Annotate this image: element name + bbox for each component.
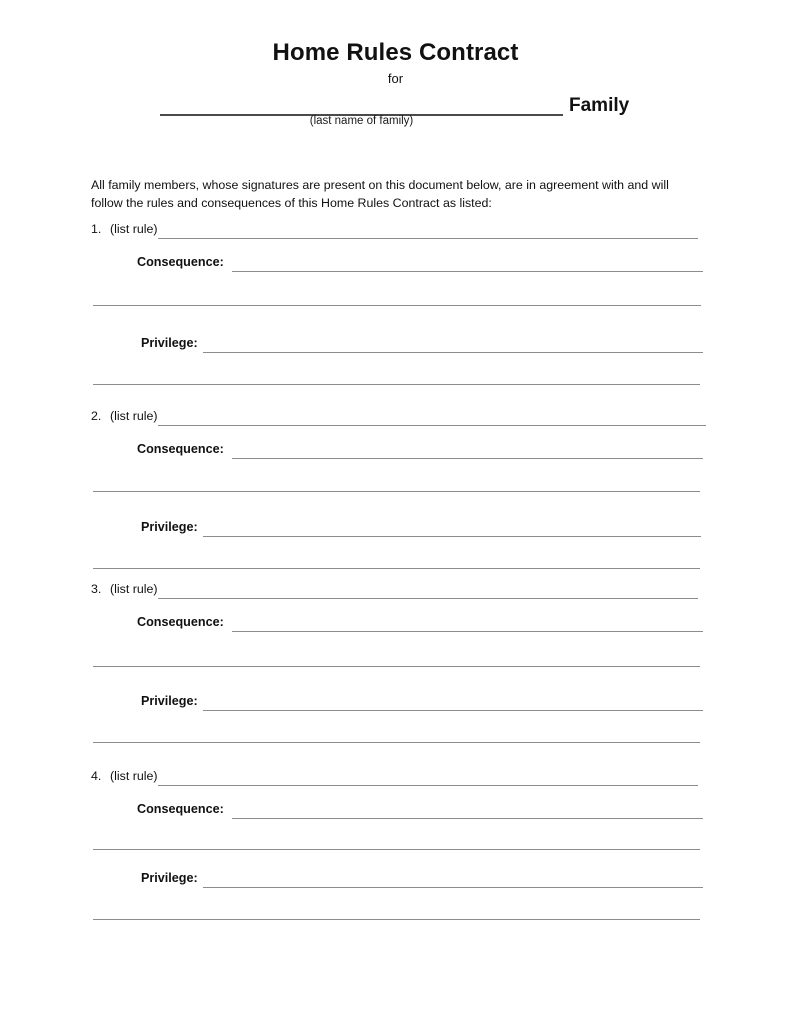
privilege-label: Privilege: [141, 694, 198, 708]
consequence-input-line[interactable] [232, 631, 703, 632]
rule-list-label: (list rule) [110, 769, 158, 783]
consequence-continuation-row [0, 635, 791, 671]
rule-heading-row [0, 769, 791, 789]
rule-list-label: (list rule) [110, 582, 158, 596]
privilege-continuation-line[interactable] [93, 384, 700, 385]
privilege-input-line[interactable] [203, 710, 703, 711]
consequence-label: Consequence: [137, 615, 224, 629]
rule-list-label: (list rule) [110, 409, 158, 423]
privilege-input-line[interactable] [203, 887, 703, 888]
consequence-continuation-row [0, 275, 791, 311]
privilege-row [0, 694, 791, 714]
consequence-input-line[interactable] [232, 271, 703, 272]
consequence-input-line[interactable] [232, 818, 703, 819]
rule-block-3 [0, 582, 791, 750]
rule-block-2 [0, 409, 791, 576]
consequence-input-line[interactable] [232, 458, 703, 459]
privilege-row [0, 336, 791, 356]
consequence-continuation-line[interactable] [93, 849, 700, 850]
privilege-label: Privilege: [141, 871, 198, 885]
title-block [0, 40, 791, 85]
privilege-continuation-row [0, 714, 791, 750]
rule-input-line[interactable] [158, 785, 698, 786]
rule-input-line[interactable] [158, 425, 706, 426]
rule-list-label: (list rule) [110, 222, 158, 236]
rule-number: 3. [91, 582, 102, 596]
privilege-continuation-line[interactable] [93, 568, 700, 569]
privilege-continuation-line[interactable] [93, 919, 700, 920]
rule-heading-row [0, 409, 791, 429]
privilege-label: Privilege: [141, 336, 198, 350]
consequence-continuation-row [0, 822, 791, 853]
privilege-continuation-row [0, 891, 791, 927]
rule-heading-row [0, 222, 791, 242]
rule-heading-row [0, 582, 791, 602]
consequence-row [0, 802, 791, 822]
family-name-caption: (last name of family) [309, 115, 414, 127]
consequence-row [0, 442, 791, 462]
rule-input-line[interactable] [158, 238, 698, 239]
privilege-continuation-row [0, 356, 791, 392]
privilege-input-line[interactable] [203, 536, 701, 537]
privilege-continuation-line[interactable] [93, 742, 700, 743]
for-word: for [387, 71, 404, 87]
privilege-label: Privilege: [141, 520, 198, 534]
consequence-continuation-line[interactable] [93, 491, 700, 492]
family-word-label: Family [569, 95, 630, 116]
consequence-row [0, 615, 791, 635]
consequence-label: Consequence: [137, 255, 224, 269]
family-name-input[interactable] [160, 92, 563, 116]
consequence-continuation-row [0, 462, 791, 498]
consequence-continuation-line[interactable] [93, 666, 700, 667]
privilege-continuation-row [0, 540, 791, 576]
rule-number: 4. [91, 769, 102, 783]
rule-input-line[interactable] [158, 598, 698, 599]
rule-number: 2. [91, 409, 102, 423]
rule-block-4 [0, 769, 791, 927]
privilege-row [0, 871, 791, 891]
family-name-row [160, 92, 640, 116]
page-title: Home Rules Contract [272, 39, 519, 66]
privilege-input-line[interactable] [203, 352, 703, 353]
privilege-row [0, 520, 791, 540]
intro-paragraph: All family members, whose signatures are present on this document below, are in agreement with and will follow the rules and consequences of this Home Rules Contract as listed: [91, 178, 669, 210]
rule-block-1 [0, 222, 791, 392]
rule-number: 1. [91, 222, 102, 236]
consequence-label: Consequence: [137, 442, 224, 456]
consequence-label: Consequence: [137, 802, 224, 816]
consequence-continuation-line[interactable] [93, 305, 701, 306]
consequence-row [0, 255, 791, 275]
